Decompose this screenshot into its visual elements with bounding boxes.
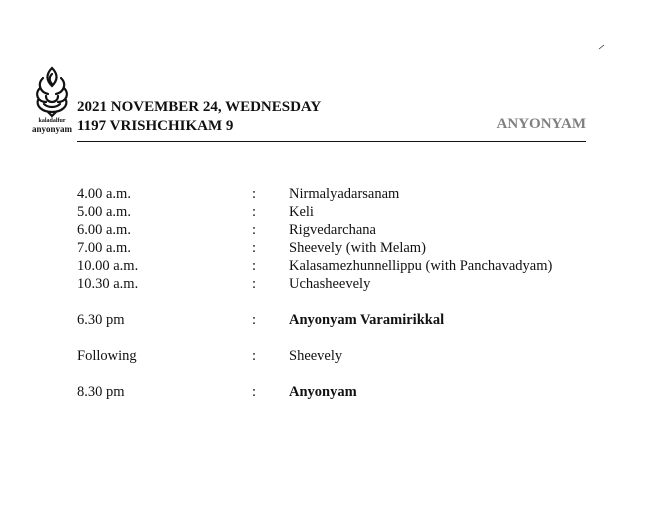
schedule-row xyxy=(77,185,597,203)
schedule-event-highlight: Anyonyam xyxy=(289,384,357,400)
schedule-separator: : xyxy=(252,276,257,292)
schedule-separator: : xyxy=(252,384,257,400)
schedule-separator: : xyxy=(252,348,257,364)
schedule-event: Rigvedarchana xyxy=(289,222,376,238)
schedule-event: Kalasamezhunnellippu (with Panchavadyam) xyxy=(289,258,553,274)
schedule-time: 10.30 a.m. xyxy=(77,276,139,292)
schedule-row xyxy=(77,311,597,329)
schedule-row xyxy=(77,239,597,257)
schedule-row xyxy=(77,347,597,365)
schedule-time: 7.00 a.m. xyxy=(77,240,131,256)
schedule-event: Sheevely (with Melam) xyxy=(289,240,426,256)
organization-name: ANYONYAM xyxy=(496,116,586,132)
schedule-row xyxy=(77,221,597,239)
schedule-event-highlight: Anyonyam Varamirikkal xyxy=(289,312,445,328)
date-line: 2021 NOVEMBER 24, WEDNESDAY xyxy=(77,99,322,115)
schedule-time: Following xyxy=(77,348,137,364)
malayalam-date-line: 1197 VRISHCHIKAM 9 xyxy=(77,118,234,134)
schedule-separator: : xyxy=(252,240,257,256)
schedule-separator: : xyxy=(252,312,257,328)
schedule-row xyxy=(77,257,597,275)
schedule-row xyxy=(77,203,597,221)
schedule-separator: : xyxy=(252,258,257,274)
schedule-time: 6.30 pm xyxy=(77,312,125,328)
logo xyxy=(30,66,74,134)
schedule-event: Sheevely xyxy=(289,348,343,364)
schedule-time: 5.00 a.m. xyxy=(77,204,131,220)
schedule-event: Keli xyxy=(289,204,314,220)
schedule-separator: : xyxy=(252,204,257,220)
schedule-table xyxy=(77,185,597,401)
logo-name-small: kaladalfur xyxy=(38,118,66,124)
header-divider xyxy=(77,141,586,142)
schedule-event: Uchasheevely xyxy=(289,276,371,292)
logo-name: anyonyam xyxy=(31,124,72,134)
schedule-time: 10.00 a.m. xyxy=(77,258,139,274)
schedule-time: 4.00 a.m. xyxy=(77,186,131,202)
schedule-event: Nirmalyadarsanam xyxy=(289,186,400,202)
schedule-time: 8.30 pm xyxy=(77,384,125,400)
schedule-row xyxy=(77,383,597,401)
flame-lamp-icon xyxy=(32,66,72,118)
schedule-separator: : xyxy=(252,186,257,202)
schedule-row xyxy=(77,275,597,293)
corner-mark xyxy=(598,38,606,46)
schedule-separator: : xyxy=(252,222,257,238)
schedule-time: 6.00 a.m. xyxy=(77,222,131,238)
